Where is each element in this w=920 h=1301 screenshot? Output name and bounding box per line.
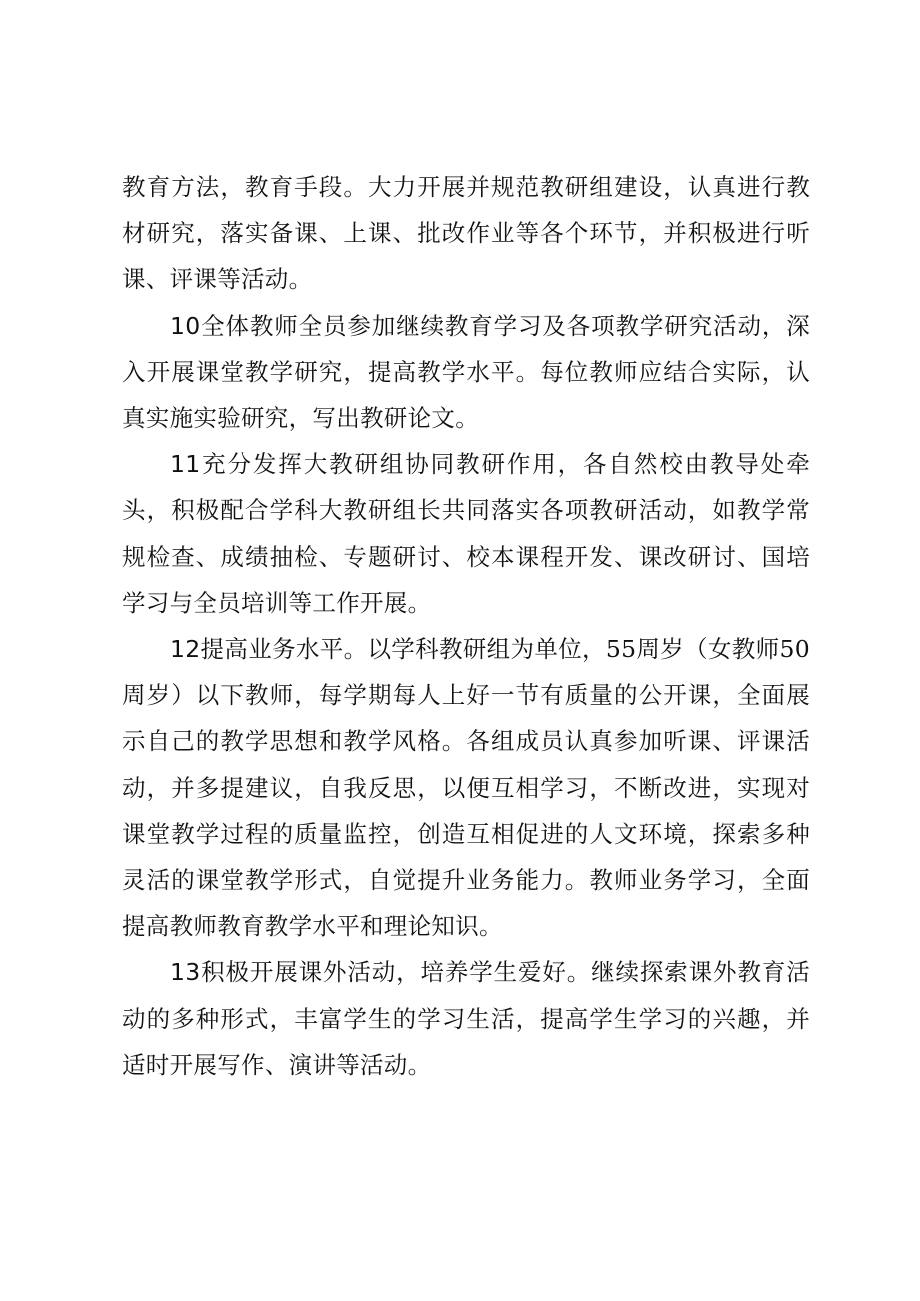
paragraph-number: 12: [170, 635, 201, 664]
paragraph-text: 积极开展课外活动，培养学生爱好。继续探索课外教育活动的多种形式，丰富学生的学习生活，提高学生学习的兴趣，并适时开展写作、演讲等活动。: [122, 958, 810, 1079]
paragraph-text: 充分发挥大教研组协同教研作用，各自然校由教导处牵头，积极配合学科大教研组长共同落实各项教研活动，如教学常规检查、成绩抽检、专题研讨、校本课程开发、课改研讨、国培学习与全员培训等工作开展。: [122, 450, 810, 617]
paragraph-item-11: [122, 441, 810, 626]
paragraph-item-12: [122, 626, 810, 949]
document-body: [122, 164, 810, 1088]
paragraph-continued: [122, 164, 810, 303]
paragraph-text: 教育方法，教育手段。大力开展并规范教研组建设，认真进行教材研究，落实备课、上课、批改作业等各个环节，并积极进行听课、评课等活动。: [122, 173, 810, 294]
paragraph-number: 13: [170, 958, 201, 987]
paragraph-text: 全体教师全员参加继续教育学习及各项教学研究活动，深入开展课堂教学研究，提高教学水平。每位教师应结合实际，认真实施实验研究，写出教研论文。: [122, 311, 810, 433]
paragraph-item-13: [122, 949, 810, 1088]
paragraph-text: 提高业务水平。以学科教研组为单位，55周岁（女教师50周岁）以下教师，每学期每人上好一节有质量的公开课，全面展示自己的教学思想和教学风格。各组成员认真参加听课、评课活动，并多提建议，自我反思，以便互相学习，不断改进，实现对课堂教学过程的质量监控，创造互相促进的人文环境，探索多种灵活的课堂教学形式，自觉提升业务能力。教师业务学习，全面提高教师教育教学水平和理论知识。: [122, 635, 810, 941]
paragraph-item-10: [122, 303, 810, 442]
paragraph-number: 10: [170, 311, 201, 340]
paragraph-number: 11: [170, 450, 201, 479]
